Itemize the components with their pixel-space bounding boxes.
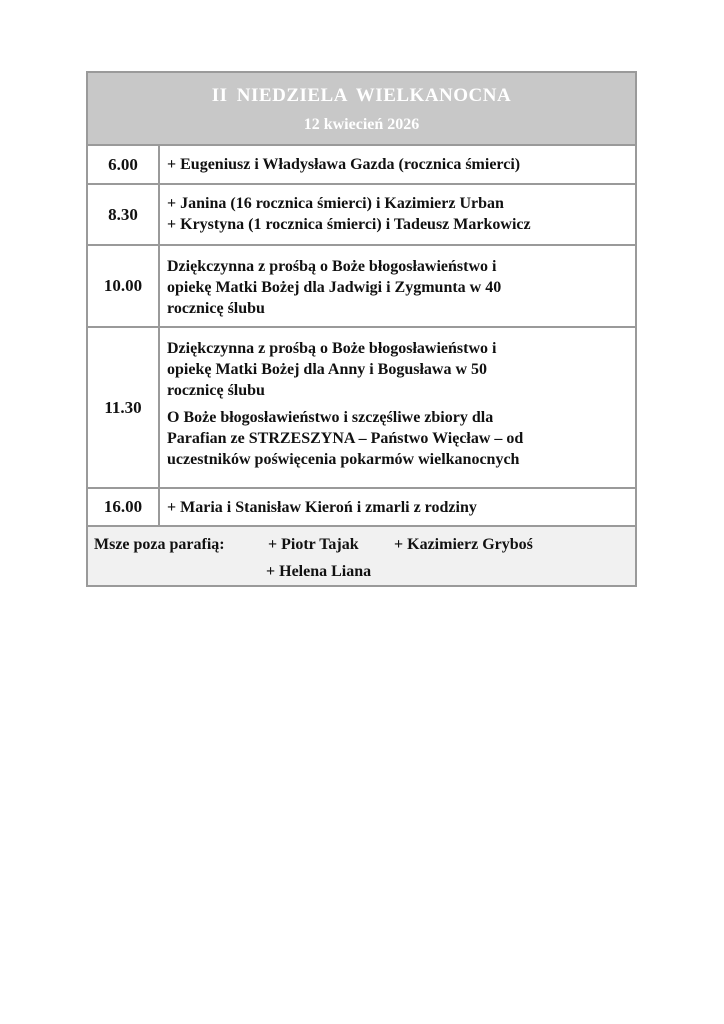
mass-intention — [160, 146, 635, 183]
table-row — [88, 328, 635, 489]
table-row — [88, 489, 635, 527]
header-date: 12 kwiecień 2026 — [303, 116, 420, 133]
mass-schedule-table — [86, 71, 637, 587]
outside-parish-name: + Helena Liana — [266, 563, 372, 580]
intention-line: Parafian ze STRZESZYNA – Państwo Więcław – od — [167, 430, 524, 447]
intention-line: opiekę Matki Bożej dla Jadwigi i Zygmunta w 40 — [167, 279, 502, 296]
mass-intention — [160, 185, 635, 244]
mass-intention — [160, 328, 635, 487]
mass-time: 11.30 — [88, 328, 160, 487]
mass-time: 6.00 — [88, 146, 160, 183]
intention-line: opiekę Matki Bożej dla Anny i Bogusława w 50 — [167, 361, 488, 378]
intention-line: + Maria i Stanisław Kieroń i zmarli z rodziny — [167, 499, 477, 516]
mass-intention — [160, 246, 635, 326]
intention-line: rocznicę ślubu — [167, 300, 265, 317]
intention-line: Dziękczynna z prośbą o Boże błogosławieństwo i — [167, 340, 497, 357]
outside-parish-masses — [88, 527, 635, 585]
table-row — [88, 146, 635, 185]
intention-line: uczestników poświęcenia pokarmów wielkanocnych — [167, 451, 520, 468]
outside-parish-name: + Kazimierz Gryboś — [394, 536, 533, 553]
intention-line: + Janina (16 rocznica śmierci) i Kazimierz Urban — [167, 195, 504, 212]
mass-time: 16.00 — [88, 489, 160, 525]
outside-parish-name: + Piotr Tajak — [268, 536, 359, 553]
intention-line: + Krystyna (1 rocznica śmierci) i Tadeusz Markowicz — [167, 216, 531, 233]
intention-line: + Eugeniusz i Władysława Gazda (rocznica śmierci) — [167, 156, 521, 173]
mass-intention — [160, 489, 635, 525]
mass-time: 10.00 — [88, 246, 160, 326]
page-title: II NIEDZIELA WIELKANOCNA — [211, 85, 512, 106]
intention-line: Dziękczynna z prośbą o Boże błogosławieństwo i — [167, 258, 497, 275]
table-header — [88, 73, 635, 146]
intention-line: rocznicę ślubu — [167, 382, 265, 399]
intention-line: O Boże błogosławieństwo i szczęśliwe zbiory dla — [167, 409, 494, 426]
mass-time: 8.30 — [88, 185, 160, 244]
table-row — [88, 246, 635, 328]
outside-parish-label: Msze poza parafią: — [94, 536, 225, 553]
table-row — [88, 185, 635, 246]
